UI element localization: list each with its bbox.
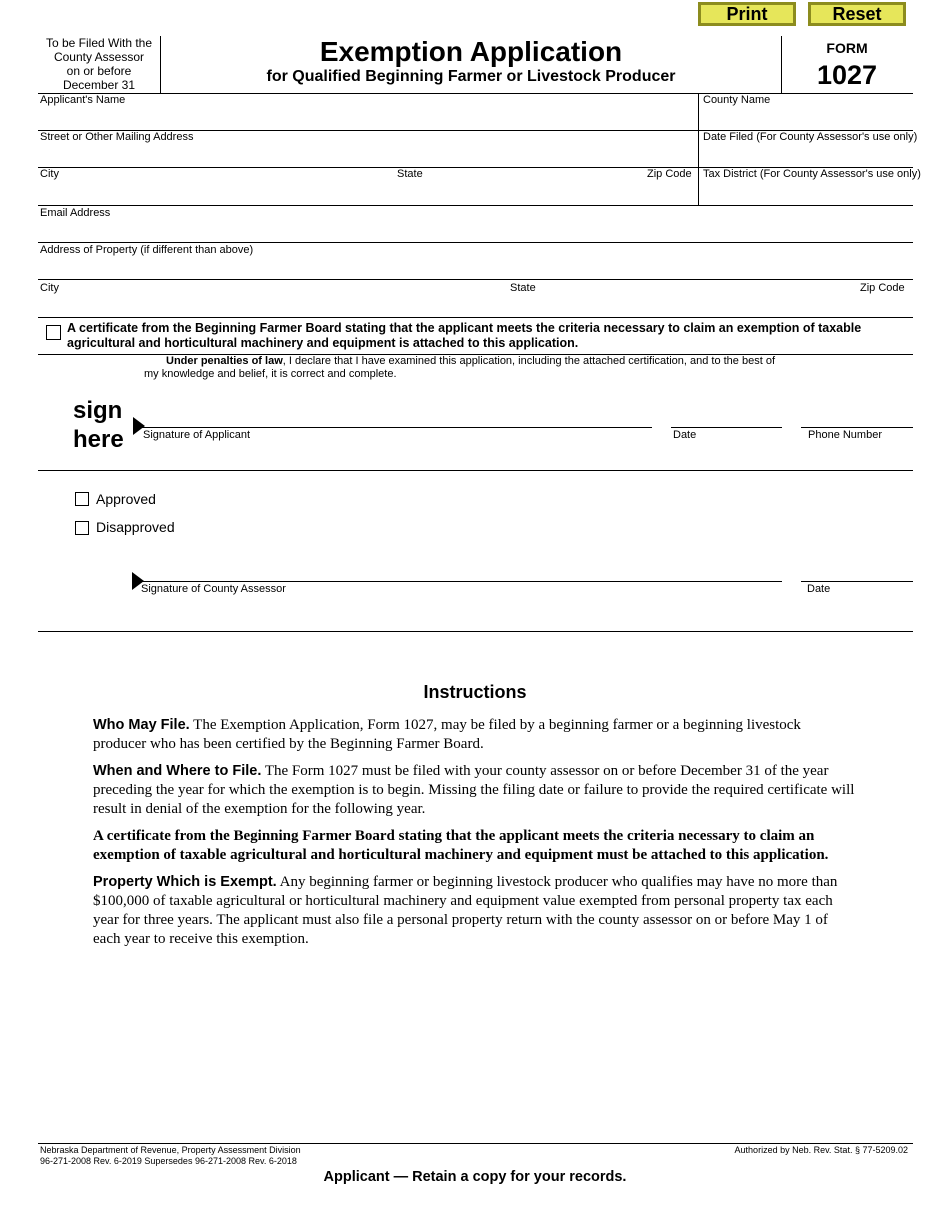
form-number: 1027: [816, 60, 878, 90]
approved-checkbox[interactable]: [75, 492, 89, 506]
property-address-label: Address of Property (if different than above): [40, 244, 254, 256]
applicant-signature-input[interactable]: [145, 408, 645, 424]
rule: [38, 205, 913, 206]
property-address-input[interactable]: [40, 260, 900, 276]
declaration-line-2: my knowledge and belief, it is correct and complete.: [144, 368, 397, 380]
property-zip-label: Zip Code: [860, 282, 905, 294]
mailing-address-label: Street or Other Mailing Address: [40, 131, 194, 143]
assessor-date-input[interactable]: [805, 562, 910, 578]
date-line: [671, 427, 782, 428]
rule: [38, 279, 913, 280]
county-name-input[interactable]: [703, 110, 908, 126]
assessor-signature-label: Signature of County Assessor: [141, 583, 286, 595]
sign-here: sign here: [73, 397, 124, 453]
zip-label: Zip Code: [647, 168, 692, 180]
property-zip-input[interactable]: [830, 298, 910, 314]
applicant-signature-label: Signature of Applicant: [143, 429, 251, 441]
instructions-title: Instructions: [423, 682, 527, 702]
rule: [38, 631, 913, 632]
assessor-date-label: Date: [807, 583, 831, 595]
instructions-when: When and Where to File. The Form 1027 must be filed with your county assessor on or before December 31 of the year preceding the year for which the exemption is to begin. Missing the filing date or failure to provide the required certificate will result in denial of the exemption for the following year.: [93, 763, 855, 817]
applicant-name-input[interactable]: [40, 110, 690, 126]
print-button[interactable]: Print: [698, 2, 796, 26]
footer-authorized: Authorized by Neb. Rev. Stat. § 77-5209.02: [734, 1145, 908, 1155]
disapproved-label: Disapproved: [96, 519, 175, 535]
instructions-who: Who May File. The Exemption Application, Form 1027, may be filed by a beginning farmer or a beginning livestock producer who has been certified by the Beginning Farmer Board.: [93, 717, 801, 752]
city-input[interactable]: [40, 185, 390, 201]
state-label: State: [397, 168, 423, 180]
applicant-date-label: Date: [673, 429, 697, 441]
instructions-certificate: A certificate from the Beginning Farmer Board stating that the applicant meets the criteria necessary to claim an exemption of taxable agricultural and horticultural machinery and equipment must be attached to this application.: [93, 828, 829, 863]
rule: [38, 93, 913, 94]
declaration-line-1: Under penalties of law, I declare that I have examined this application, including the attached certification, and to the best of: [166, 355, 775, 367]
tax-district-input[interactable]: [703, 185, 908, 201]
assessor-signature-input[interactable]: [145, 562, 775, 578]
rule: [38, 242, 913, 243]
phone-input[interactable]: [805, 408, 910, 424]
date-filed-input[interactable]: [703, 147, 908, 163]
page-title: Exemption Application: [319, 36, 623, 67]
assessor-date-line: [801, 581, 913, 582]
retain-copy-note: Applicant — Retain a copy for your records.: [323, 1169, 627, 1185]
page-subtitle: for Qualified Beginning Farmer or Livestock Producer: [266, 68, 676, 85]
column-divider: [698, 93, 699, 205]
rule: [38, 470, 913, 471]
certificate-checkbox[interactable]: [46, 325, 61, 340]
rule: [38, 317, 913, 318]
property-state-label: State: [510, 282, 536, 294]
county-name-label: County Name: [703, 94, 771, 106]
state-input[interactable]: [397, 185, 637, 201]
instructions-property: Property Which is Exempt. Any beginning farmer or beginning livestock producer who qualifies may have no more than $100,000 of taxable agricultural or horticultural machinery and equipment value exempted from personal property tax each year for three years. The applicant must also file a personal property return with the county assessor on or before May 1 of each year to receive this exemption.: [93, 874, 838, 947]
property-city-label: City: [40, 282, 59, 294]
property-state-input[interactable]: [510, 298, 810, 314]
email-label: Email Address: [40, 207, 111, 219]
footer-dept: Nebraska Department of Revenue, Property Assessment Division 96-271-2008 Rev. 6-2019 Supersedes 96-271-2008 Rev. 6-2018: [40, 1145, 301, 1166]
zip-input[interactable]: [640, 185, 695, 201]
form-label: FORM: [826, 40, 868, 56]
mailing-address-input[interactable]: [40, 147, 690, 163]
city-label: City: [40, 168, 59, 180]
applicant-name-label: Applicant's Name: [40, 94, 126, 106]
date-filed-label: Date Filed (For County Assessor's use only): [703, 131, 918, 143]
filing-note: To be Filed With the County Assessor on or before December 31: [45, 36, 153, 92]
footer-rule: [38, 1143, 913, 1144]
applicant-signature-line: [142, 427, 652, 428]
header-divider-left: [160, 36, 161, 93]
phone-line: [801, 427, 913, 428]
property-city-input[interactable]: [40, 298, 500, 314]
reset-button[interactable]: Reset: [808, 2, 906, 26]
tax-district-label: Tax District (For County Assessor's use only): [703, 168, 921, 180]
approved-label: Approved: [96, 491, 156, 507]
phone-label: Phone Number: [808, 429, 882, 441]
email-input[interactable]: [40, 223, 900, 239]
assessor-signature-line: [140, 581, 782, 582]
disapproved-checkbox[interactable]: [75, 521, 89, 535]
applicant-date-input[interactable]: [673, 408, 778, 424]
certificate-text: A certificate from the Beginning Farmer Board stating that the applicant meets the criteria necessary to claim an exemption of taxable agricultural and horticultural machinery and equipment is attached to this application.: [67, 321, 862, 350]
